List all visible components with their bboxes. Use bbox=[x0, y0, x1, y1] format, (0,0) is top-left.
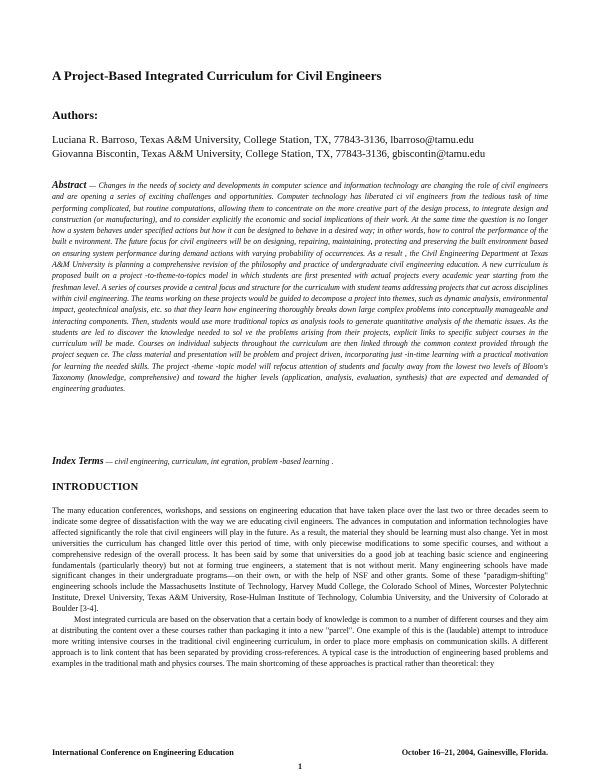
paragraph: The many education conferences, workshops, and sessions on engineering education that have taken place over the last two or three decades seem to indicate some degree of dissatisfaction with the way we are educating civil engineers. The advances in computation and information technologies have affected significantly the role that civil engineers will play in the future. As a result, the material they should be learning must also change. Yet in most universities the curriculum has changed little over this period of time, with only piecewise modifications to some specific courses, and without a comprehensive redesign of the overall process. It has been said by some that universities do a good job at teaching basic science and engineering fundamentals (particularly theory) but not at forming true engineers, a statement that is not without merit. Many engineering schools have made significant changes in their undergraduate programs—on their own, or with the help of NSF and other grants. Some of these "paradigm-shifting" engineering schools include the Massachusetts Institute of Technology, Harvey Mudd College, the Colorado School of Mines, Worcester Polytechnic Institute, Drexel University, Texas A&M University, Rose-Hulman Institute of Technology, Columbia University, and the University of Colorado at Boulder [3-4]. bbox=[52, 506, 548, 614]
index-terms bbox=[52, 456, 548, 467]
authors-heading: Authors: bbox=[52, 108, 99, 122]
abstract-label: Abstract bbox=[52, 180, 87, 191]
index-terms-label: Index Terms bbox=[52, 456, 104, 467]
section-heading: INTRODUCTION bbox=[52, 482, 139, 493]
footer-conference: International Conference on Engineering Education bbox=[52, 748, 234, 757]
index-terms-dash: — bbox=[103, 457, 115, 466]
abstract-dash: — bbox=[86, 181, 99, 190]
paper-title: A Project-Based Integrated Curriculum for Civil Engineers bbox=[52, 68, 382, 83]
page-number: 1 bbox=[297, 762, 303, 771]
abstract bbox=[52, 180, 548, 395]
paragraph: Most integrated curricula are based on the observation that a certain body of knowledge is common to a number of different courses and they aim at distributing the content over a these courses rather than packaging it into a new "parcel". One example of this is the (laudable) attempt to introduce more writing intensive courses in the traditional civil engineering curriculum, in order to place more emphasis on communication skills. A different approach is to link content that has been separated by providing cross-references. A typical case is the introduction of engineering based problems and examples in the traditional math and physics courses. The main shortcoming of these approaches is practical rather than theoretical: they bbox=[52, 615, 548, 668]
introduction-body bbox=[52, 506, 548, 670]
abstract-text: Changes in the needs of society and developments in computer science and information technology are changing the role of civil engineers and are opening a series of exciting challenges and opportunities. Computer technology has liberated ci vil engineers from the tedious task of time performing complicated, but routine computations, allowing them to concentrate on the more creative part of the design process, to integrate design and construction (or manufacturing), and to consider explicitly the economic and social implications of their work. At the same time the question is no longer how a system behaves under specified actions but how it can be designed to behave in a desired way; in other words, how to control the performance of the built e nvironment. The future focus for civil engineers will be on designing, repairing, maintaining, protecting and preserving the built environment based on ensuring system performance during demand actions with varying probability of occurrences. As a result , the Civil Engineering Department at Texas A&M University is planning a comprehensive revision of the philosophy and practice of undergraduate civil engineering education. A new curriculum is proposed built on a project -to-theme-to-topics model in which students are first presented with actual projects every academic year starting from the freshman level. A series of courses provide a central focus and structure for the curriculum with student teams addressing projects that cut across disciplines within civil engineering. The teams working on these projects would be guided to decompose a project into themes, such as dynamic analysis, environmental impact, geotechnical analysis, etc. so that they learn how engineering thoroughly breaks down large complex problems into conceptually manageable and interacting components. Then, students would use more traditional topics as analysis tools to generate quantitative analysis of the thematic issues. As the students are led to discover the knowledge needed to sol ve the problems arising from their projects, explicit links to specific subject courses in the curriculum will be made. Courses on individual subjects throughout the curriculum are then linked through the common context provided through the project sequen ce. The class material and presentation will be problem and project driven, incorporating just -in-time learning with a practical motivation for learning the needed skills. The project -theme -topic model will refocus attention of students and faculty away from the lowest two levels of Bloom's Taxonomy (knowledge, comprehensive) and toward the higher levels (application, analysis, evaluation, synthesis) that are expected and demanded of engineering graduates. bbox=[52, 181, 548, 394]
author-line: Luciana R. Barroso, Texas A&M University, College Station, TX, 77843-3136, lbarroso@tamu.edu bbox=[52, 135, 474, 146]
footer-date-location: October 16–21, 2004, Gainesville, Florida. bbox=[401, 748, 548, 757]
index-terms-text: civil engineering, curriculum, int egration, problem -based learning . bbox=[114, 457, 334, 466]
author-line: Giovanna Biscontin, Texas A&M University, College Station, TX, 77843-3136, gbiscontin@tamu.edu bbox=[52, 149, 486, 160]
